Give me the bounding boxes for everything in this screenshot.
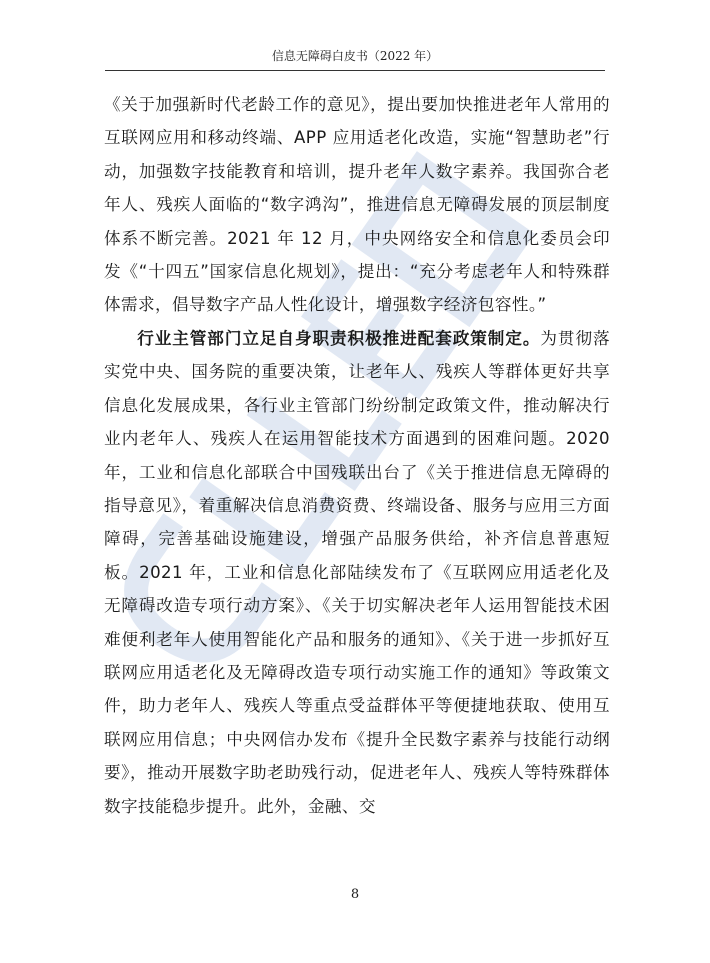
running-header: 信息无障碍白皮书（2022 年） [105, 47, 605, 71]
paragraph-industry-policy [104, 322, 610, 823]
paragraph-lead-heading: 行业主管部门立足自身职责积极推进配套政策制定。 [137, 329, 541, 348]
page-number: 8 [350, 887, 360, 902]
main-content [104, 88, 610, 823]
paragraph-policy-context: 《关于加强新时代老龄工作的意见》，提出要加快推进老年人常用的互联网应用和移动终端、APP 应用适老化改造，实施“智慧助老”行动，加强数字技能教育和培训，提升老年人数字素养。我国弥合老年人、残疾人面临的“数字鸿沟”，推进信息无障碍发展的顶层制度体系不断完善。2021 年 12 月，中央网络安全和信息化委员会印发《“十四五”国家信息化规划》，提出：“充分考虑老年人和特殊群体需求，倡导数字产品人性化设计，增强数字经济包容性。” [104, 95, 610, 315]
paragraph-body-text: 为贯彻落实党中央、国务院的重要决策，让老年人、残疾人等群体更好共享信息化发展成果，各行业主管部门纷纷制定政策文件，推动解决行业内老年人、残疾人在运用智能技术方面遇到的困难问题。2020 年，工业和信息化部联合中国残联出台了《关于推进信息无障碍的指导意见》，着重解决信息消费资费、终端设备、服务与应用三方面障碍，完善基础设施建设，增强产品服务供给，补齐信息普惠短板。2021 年，工业和信息化部陆续发布了《互联网应用适老化及无障碍改造专项行动方案》、《关于切实解决老年人运用智能技术困难便利老年人使用智能化产品和服务的通知》、《关于进一步抓好互联网应用适老化及无障碍改造专项行动实施工作的通知》等政策文件，助力老年人、残疾人等重点受益群体平等便捷地获取、使用互联网应用信息；中央网信办发布《提升全民数字素养与技能行动纲要》，推动开展数字助老助残行动，促进老年人、残疾人等特殊群体数字技能稳步提升。此外，金融、交 [104, 329, 610, 816]
